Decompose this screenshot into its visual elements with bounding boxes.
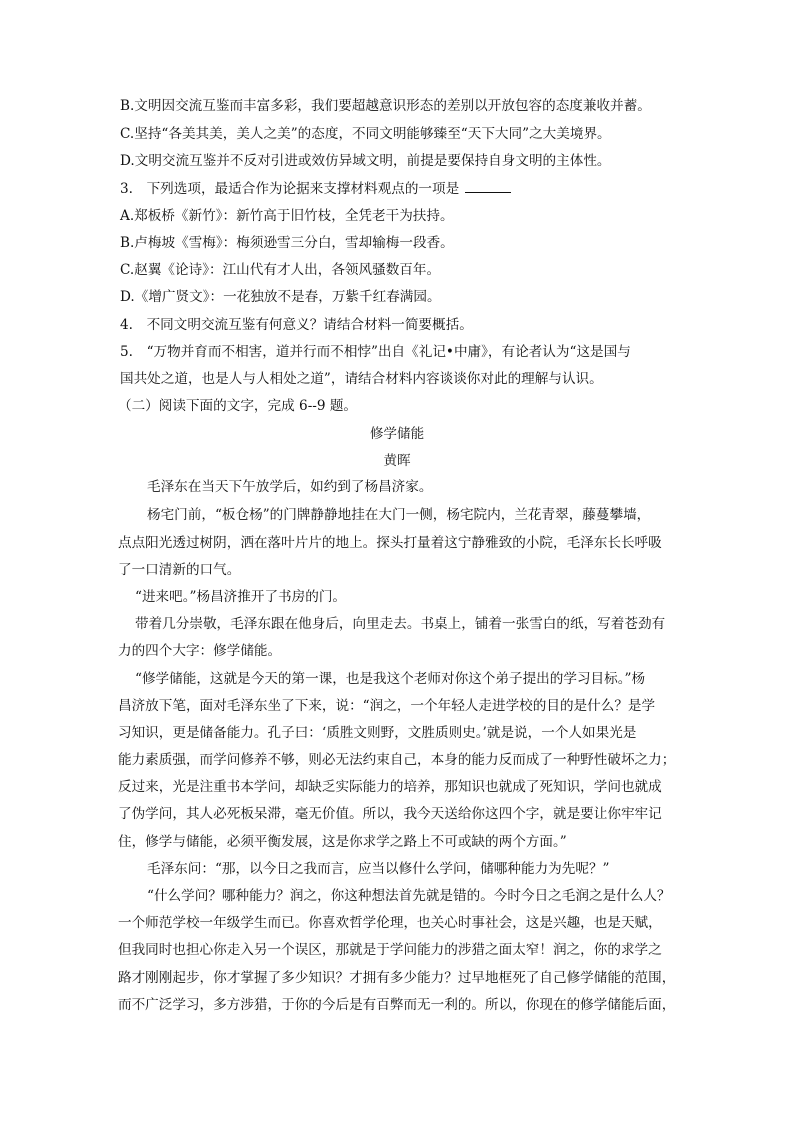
section-heading: （二）阅读下面的文字，完成 6--9 题。 xyxy=(118,398,358,414)
article-line: 习知识，更是储备能力。孔子曰：‘质胜文则野，文胜质则史。’就是说，一个人如果光是 xyxy=(118,725,637,741)
option-d: D.文明交流互鉴并不反对引进或效仿异域文明，前提是要保持自身文明的主体性。 xyxy=(120,153,611,169)
article-line: 了伪学问，其人必死板呆滞，毫无价值。所以，我今天送给你这四个字，就是要让你牢牢记 xyxy=(118,806,662,822)
article-line: 点点阳光透过树阴，洒在落叶片片的地上。探头打量着这宁静雅致的小院，毛泽东长长呼吸 xyxy=(118,535,662,551)
question-3-stem xyxy=(120,179,511,199)
article-line: “修学储能，这就是今天的第一课，也是我这个老师对你这个弟子提出的学习目标。”杨 xyxy=(135,671,646,687)
article-line: 毛泽东问：“那，以今日之我而言，应当以修什么学问，储哪种能力为先呢？” xyxy=(147,861,610,877)
question-3-option-d: D.《增广贤文》：一花独放不是春，万紫千红春满园。 xyxy=(120,289,441,305)
article-line: 路才刚刚起步，你才掌握了多少知识？才拥有多少能力？过早地框死了自己修学储能的范围， xyxy=(118,970,676,986)
answer-blank xyxy=(465,180,511,193)
article-line: “什么学问？哪种能力？润之，你这种想法首先就是错的。今时今日之毛润之是什么人？ xyxy=(147,888,671,904)
article-line: 带着几分崇敬，毛泽东跟在他身后，向里走去。书桌上，铺着一张雪白的纸，写着苍劲有 xyxy=(135,616,666,632)
article-line: 反过来，光是注重书本学问，却缺乏实际能力的培养，那知识也就成了死知识，学问也就成 xyxy=(118,779,662,795)
question-3-option-b: B.卢梅坡《雪梅》：梅须逊雪三分白，雪却输梅一段香。 xyxy=(120,235,454,251)
article-line: 一个师范学校一年级学生而已。你喜欢哲学伦理，也关心时事社会，这是兴趣，也是天赋， xyxy=(118,915,662,931)
article-line: 住，修学与储能，必须平衡发展，这是你求学之路上不可或缺的两个方面。” xyxy=(118,834,567,850)
option-b: B.文明因交流互鉴而丰富多彩，我们要超越意识形态的差别以开放包容的态度兼收并蓄。 xyxy=(120,98,651,114)
article-line: “进来吧。”杨昌济推开了书房的门。 xyxy=(135,589,347,605)
article-line: 毛泽东在当天下午放学后，如约到了杨昌济家。 xyxy=(147,479,433,495)
article-line: 而不广泛学习，多方涉猎，于你的今后是有百弊而无一利的。所以，你现在的修学储能后面， xyxy=(118,997,676,1013)
article-line: 能力素质强，而学问修养不够，则必无法约束自己，本身的能力反而成了一种野性破坏之力； xyxy=(118,752,676,768)
question-3-option-c: C.赵翼《论诗》：江山代有才人出，各领风骚数百年。 xyxy=(120,262,441,278)
article-line: 力的四个大字：修学储能。 xyxy=(118,643,282,659)
article-line: 但我同时也担心你走入另一个误区，那就是于学问能力的涉猎之面太窄！润之，你的求学之 xyxy=(118,942,662,958)
article-line: 杨宅门前，“板仓杨”的门牌静静地挂在大门一侧，杨宅院内，兰花青翠，藤蔓攀墙， xyxy=(147,507,651,523)
article-line: 昌济放下笔，面对毛泽东坐了下来，说：“润之，一个年轻人走进学校的目的是什么？是学 xyxy=(118,698,656,714)
question-3-text: 3. 下列选项，最适合作为论据来支撑材料观点的一项是 xyxy=(120,181,460,197)
article-author: 黄晖 xyxy=(383,453,411,469)
article-line: 了一口清新的口气。 xyxy=(118,562,241,578)
question-5-line-1: 5. “万物并育而不相害，道并行而不相悖”出自《礼记•中庸》，有论者认为“这是国与 xyxy=(120,344,631,360)
question-4: 4. 不同文明交流互鉴有何意义？请结合材料一简要概括。 xyxy=(120,317,473,333)
option-c: C.坚持“各美其美，美人之美”的态度，不同文明能够臻至“天下大同”之大美境界。 xyxy=(120,126,611,142)
article-title: 修学储能 xyxy=(369,426,425,442)
question-3-option-a: A.郑板桥《新竹》：新竹高于旧竹枝，全凭老干为扶持。 xyxy=(120,208,454,224)
question-5-line-2: 国共处之道，也是人与人相处之道”，请结合材料内容谈谈你对此的理解与认识。 xyxy=(120,371,603,387)
